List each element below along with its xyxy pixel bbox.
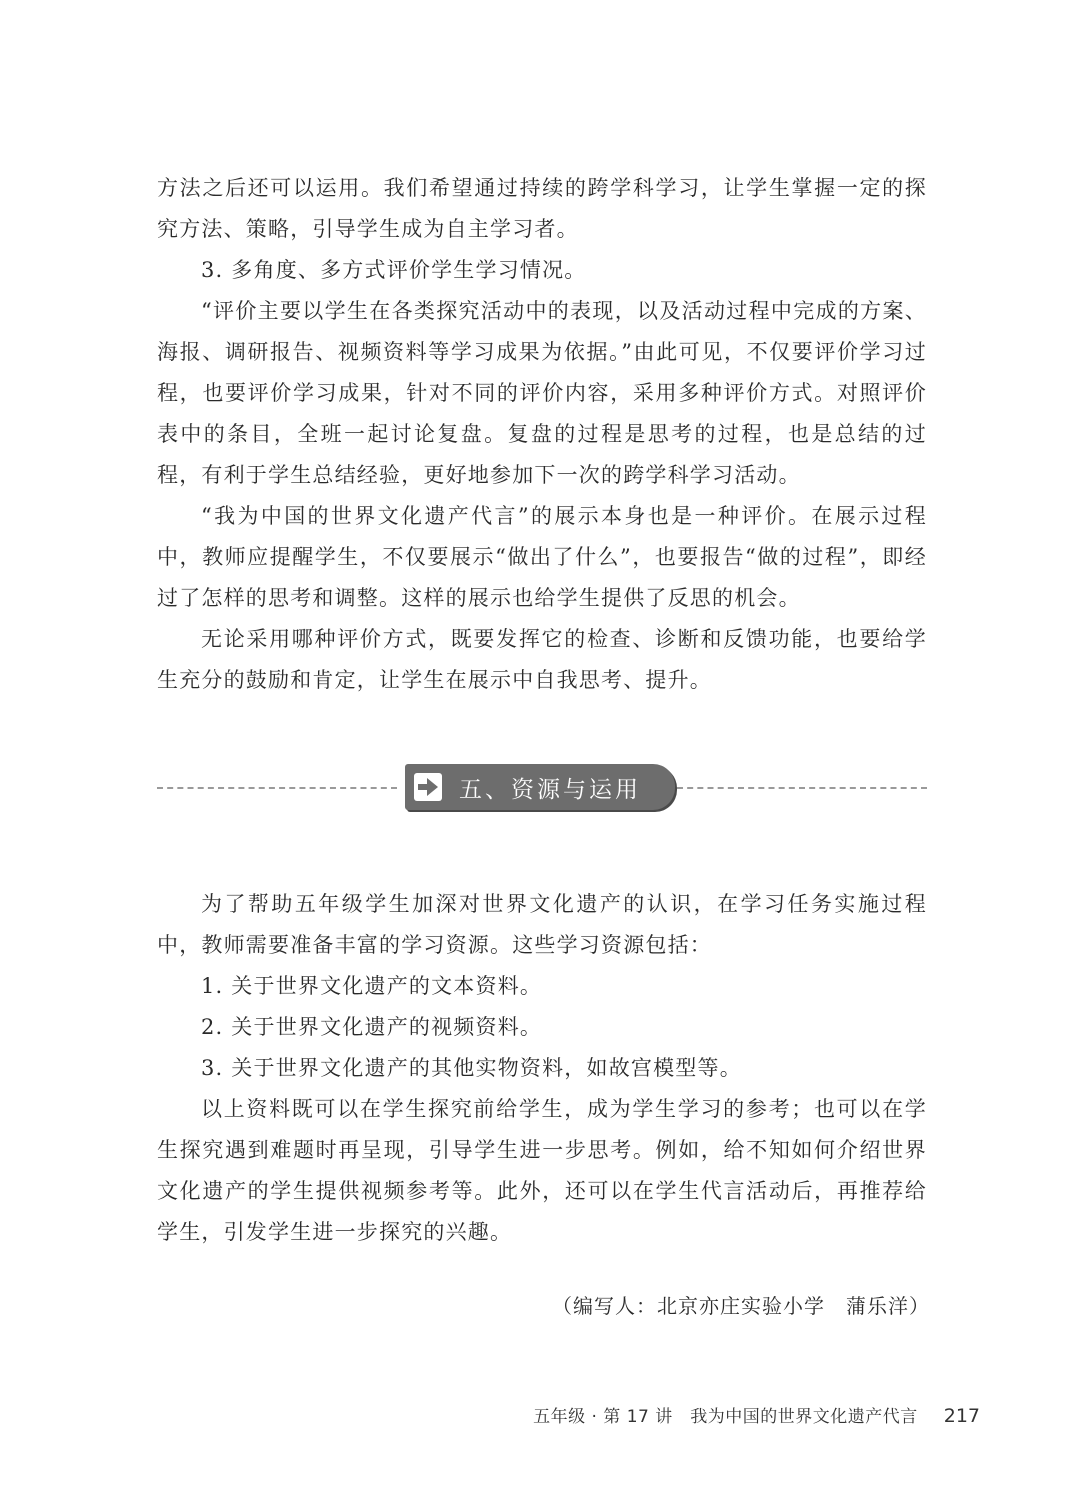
author-credit: （编写人：北京亦庄实验小学 蒲乐洋） [552, 1294, 930, 1318]
body-text-top [157, 168, 927, 701]
paragraph-evaluation-basis: “评价主要以学生在各类探究活动中的表现，以及活动过程中完成的方案、海报、调研报告、视频资料等学习成果为依据。”由此可见，不仅要评价学习过程，也要评价学习成果，针对不同的评价内容，采用多种评价方式。对照评价表中的条目，全班一起讨论复盘。复盘的过程是思考的过程，也是总结的过程，有利于学生总结经验，更好地参加下一次的跨学科学习活动。 [157, 299, 927, 487]
divider-right [677, 787, 927, 789]
running-title: 五年级 · 第 17 讲 我为中国的世界文化遗产代言 [533, 1407, 918, 1427]
page-number: 217 [943, 1405, 980, 1427]
list-item-objects: 3. 关于世界文化遗产的其他实物资料，如故宫模型等。 [201, 1056, 742, 1080]
list-item-text: 1. 关于世界文化遗产的文本资料。 [201, 974, 543, 998]
paragraph-feedback: 无论采用哪种评价方式，既要发挥它的检查、诊断和反馈功能，也要给学生充分的鼓励和肯定，让学生在展示中自我思考、提升。 [157, 627, 927, 692]
arrow-right-icon [413, 772, 443, 802]
paragraph-presentation: “我为中国的世界文化遗产代言”的展示本身也是一种评价。在展示过程中，教师应提醒学生，不仅要展示“做出了什么”，也要报告“做的过程”，即经过了怎样的思考和调整。这样的展示也给学生提供了反思的机会。 [157, 504, 927, 610]
paragraph-continuation: 方法之后还可以运用。我们希望通过持续的跨学科学习，让学生掌握一定的探究方法、策略，引导学生成为自主学习者。 [157, 176, 927, 241]
list-item-video: 2. 关于世界文化遗产的视频资料。 [201, 1015, 543, 1039]
paragraph-resources-usage: 以上资料既可以在学生探究前给学生，成为学生学习的参考；也可以在学生探究遇到难题时再呈现，引导学生进一步思考。例如，给不知如何介绍世界文化遗产的学生提供视频参考等。此外，还可以在学生代言活动后，再推荐给学生，引发学生进一步探究的兴趣。 [157, 1097, 927, 1244]
paragraph-resources-intro: 为了帮助五年级学生加深对世界文化遗产的认识，在学习任务实施过程中，教师需要准备丰富的学习资源。这些学习资源包括： [157, 892, 927, 957]
body-text-bottom [157, 884, 927, 1253]
section-title: 五、资源与运用 [459, 776, 641, 803]
divider-left [157, 787, 397, 789]
page-footer [533, 1402, 980, 1427]
section-header [157, 762, 927, 812]
list-heading-evaluation: 3. 多角度、多方式评价学生学习情况。 [201, 258, 587, 282]
section-tab [405, 764, 675, 810]
